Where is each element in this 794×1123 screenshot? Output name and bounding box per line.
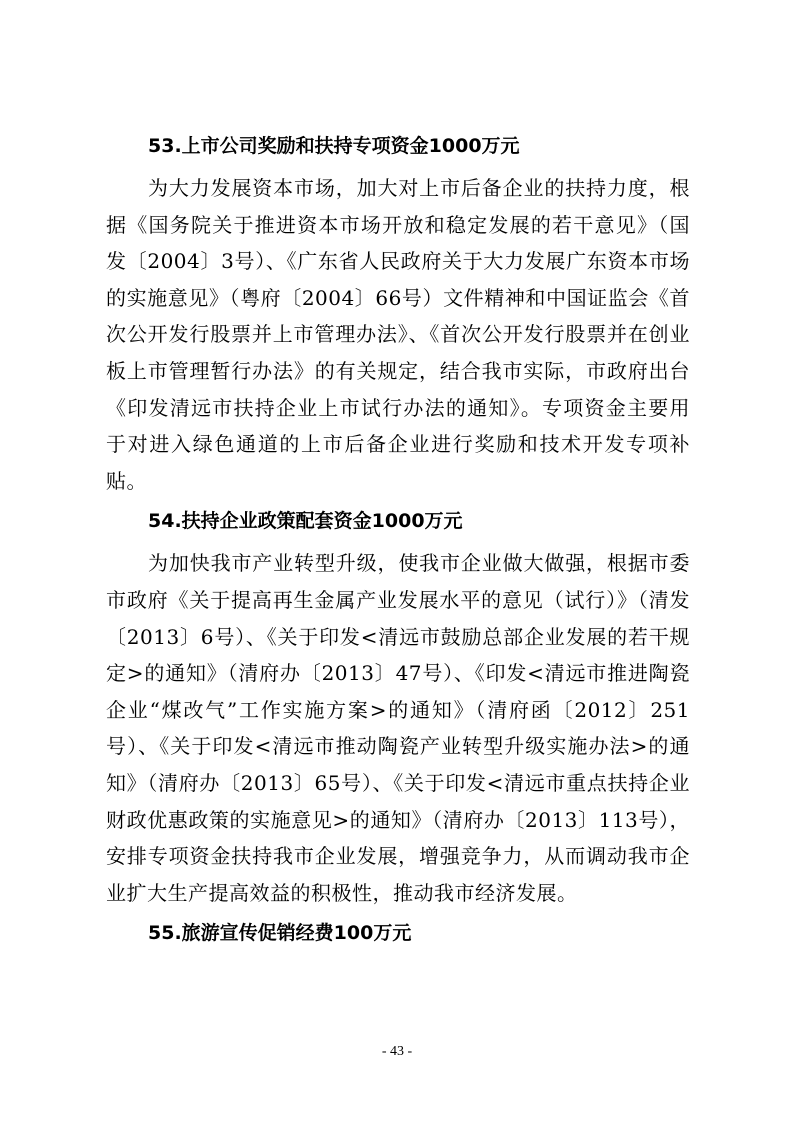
section-heading-55: 55.旅游宣传促销经费100万元	[148, 922, 412, 945]
page-number: - 43 -	[381, 1044, 413, 1059]
section-heading-53: 53.上市公司奖励和扶持专项资金1000万元	[148, 135, 520, 157]
document-page	[106, 124, 690, 955]
section-body-54: 为加快我市产业转型升级，使我市企业做大做强，根据市委市政府《关于提高再生金属产业发展水平的意见（试行）》（清发〔2013〕6号）、《关于印发<清远市鼓励总部企业发展的若干规定>的通知》（清府办〔2013〕47号）、《印发<清远市推进陶瓷企业“煤改气”工作实施方案>的通知》（清府函〔2012〕251号）、《关于印发<清远市推动陶瓷产业转型升级实施办法>的通知》（清府办〔2013〕65号）、《关于印发<清远市重点扶持企业财政优惠政策的实施意见>的通知》（清府办〔2013〕113号），安排专项资金扶持我市企业发展，增强竞争力，从而调动我市企业扩大生产提高效益的积极性，推动我市经济发展。	[106, 551, 690, 905]
section-body-53: 为大力发展资本市场，加大对上市后备企业的扶持力度，根据《国务院关于推进资本市场开放和稳定发展的若干意见》（国发〔2004〕3号）、《广东省人民政府关于大力发展广东资本市场的实施意见》（粤府〔2004〕66号）文件精神和中国证监会《首次公开发行股票并上市管理办法》、《首次公开发行股票并在创业板上市管理暂行办法》的有关规定，结合我市实际，市政府出台《印发清远市扶持企业上市试行办法的通知》。专项资金主要用于对进入绿色通道的上市后备企业进行奖励和技术开发专项补贴。	[106, 176, 690, 493]
section-heading-54: 54.扶持企业政策配套资金1000万元	[148, 510, 463, 533]
